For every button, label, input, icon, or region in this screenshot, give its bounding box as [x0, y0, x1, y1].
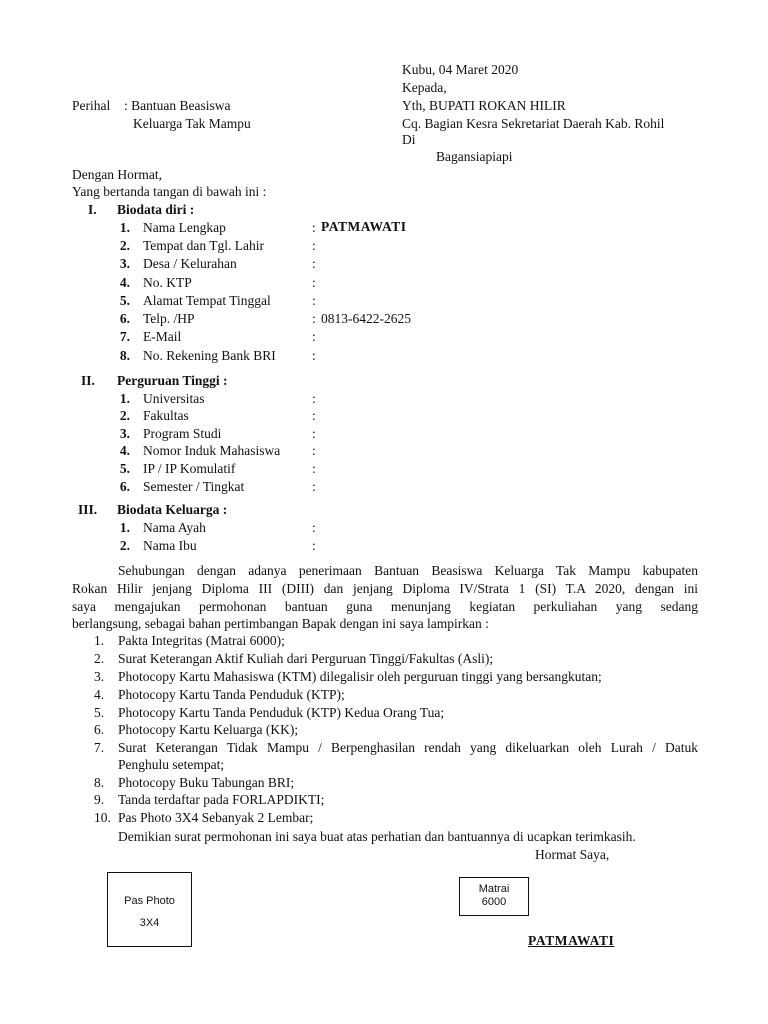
row-label: Nama Ibu — [143, 538, 197, 553]
matrai-label: Matrai — [478, 883, 510, 895]
paragraph-line: berlangsung, sebagai bahan pertimbangan Bapak dengan ini saya lampirkan : — [72, 616, 489, 631]
attachment-number: 8. — [94, 775, 105, 790]
attachment-text: Pakta Integritas (Matrai 6000); — [118, 633, 285, 648]
attachment-text: Photocopy Kartu Tanda Penduduk (KTP); — [118, 687, 345, 702]
section1-roman: I. — [88, 202, 97, 217]
row-number: 8. — [119, 348, 130, 363]
row-number: 6. — [119, 479, 130, 494]
row-label: Nama Lengkap — [143, 220, 226, 235]
attachment-text: Tanda terdaftar pada FORLAPDIKTI; — [118, 792, 325, 807]
row-label: No. KTP — [143, 275, 192, 290]
row-colon: : — [312, 238, 316, 253]
attachment-text: Photocopy Kartu Tanda Penduduk (KTP) Kedua Orang Tua; — [118, 705, 445, 720]
row-label: Nama Ayah — [143, 520, 206, 535]
attachment-number: 10. — [94, 810, 111, 825]
row-number: 1. — [119, 520, 130, 535]
addressee-cq: Cq. Bagian Kesra Sekretariat Daerah Kab. Rohil — [402, 116, 665, 131]
attachment-number: 5. — [94, 705, 105, 720]
row-label: Program Studi — [143, 426, 222, 441]
row-colon: : — [312, 461, 316, 476]
attachment-number: 3. — [94, 669, 105, 684]
addressee-city: Bagansiapiapi — [436, 149, 513, 164]
row-label: No. Rekening Bank BRI — [143, 348, 276, 363]
matrai-value: 6000 — [481, 896, 507, 908]
paragraph-line: saya mengajukan permohonan bantuan guna menunjang kegiatan perkuliahan yang sedang — [72, 599, 698, 614]
attachment-text: Pas Photo 3X4 Sebanyak 2 Lembar; — [118, 810, 314, 825]
attachment-text: Photocopy Kartu Keluarga (KK); — [118, 722, 299, 737]
row-number: 5. — [119, 293, 130, 308]
section2-roman: II. — [81, 373, 95, 388]
row-label: Desa / Kelurahan — [143, 256, 237, 271]
row-colon: : — [312, 275, 316, 290]
row-number: 5. — [119, 461, 130, 476]
row-colon: : — [312, 256, 316, 271]
closing-regards: Hormat Saya, — [535, 847, 610, 862]
row-label: Universitas — [143, 391, 205, 406]
row-number: 3. — [119, 426, 130, 441]
section3-title: Biodata Keluarga : — [117, 502, 228, 517]
salutation: Dengan Hormat, — [72, 167, 162, 182]
addressee-di: Di — [402, 132, 416, 147]
addressee-recipient: Yth, BUPATI ROKAN HILIR — [402, 98, 566, 113]
row-colon: : — [312, 391, 316, 406]
photo-box-size: 3X4 — [139, 917, 160, 929]
perihal-line1: : Bantuan Beasiswa — [124, 98, 231, 113]
attachment-number: 6. — [94, 722, 105, 737]
attachment-text: Photocopy Buku Tabungan BRI; — [118, 775, 295, 790]
row-number: 1. — [119, 391, 130, 406]
row-number: 7. — [119, 329, 130, 344]
row-colon: : — [312, 348, 316, 363]
attachment-number: 1. — [94, 633, 105, 648]
row-colon: : — [312, 443, 316, 458]
row-label: Semester / Tingkat — [143, 479, 245, 494]
closing-statement: Demikian surat permohonan ini saya buat atas perhatian dan bantuannya di ucapkan terimkasih. — [118, 829, 636, 844]
row-label: Alamat Tempat Tinggal — [143, 293, 271, 308]
matrai-box — [459, 877, 529, 916]
signer-name: PATMAWATI — [528, 933, 615, 948]
attachment-text-continued: Penghulu setempat; — [118, 757, 225, 772]
row-number: 4. — [119, 443, 130, 458]
row-label: Nomor Induk Mahasiswa — [143, 443, 281, 458]
row-colon: : — [312, 329, 316, 344]
row-number: 1. — [119, 220, 130, 235]
row-colon: : — [312, 520, 316, 535]
section1-title: Biodata diri : — [117, 202, 195, 217]
paragraph-line: Rokan Hilir jenjang Diploma III (DIII) dan jenjang Diploma IV/Strata 1 (SI) T.A 2020, dengan ini — [72, 581, 698, 596]
row-colon: : — [312, 311, 316, 326]
row-label: Fakultas — [143, 408, 189, 423]
letter-date: Kubu, 04 Maret 2020 — [402, 62, 519, 77]
row-number: 6. — [119, 311, 130, 326]
row-number: 3. — [119, 256, 130, 271]
row-label: IP / IP Komulatif — [143, 461, 236, 476]
row-colon: : — [312, 426, 316, 441]
row-colon: : — [312, 479, 316, 494]
row-colon: : — [312, 408, 316, 423]
addressee-kepada: Kepada, — [402, 80, 447, 95]
attachment-number: 4. — [94, 687, 105, 702]
paragraph-line: Sehubungan dengan adanya penerimaan Bantuan Beasiswa Keluarga Tak Mampu kabupaten — [118, 563, 698, 578]
attachment-number: 9. — [94, 792, 105, 807]
pas-photo-box — [107, 872, 192, 947]
perihal-label: Perihal — [72, 98, 111, 113]
perihal-line2: Keluarga Tak Mampu — [133, 116, 251, 131]
attachment-text: Photocopy Kartu Mahasiswa (KTM) dilegalisir oleh perguruan tinggi yang bersangkutan; — [118, 669, 602, 684]
row-label: Tempat dan Tgl. Lahir — [143, 238, 265, 253]
section2-title: Perguruan Tinggi : — [117, 373, 228, 388]
attachment-number: 7. — [94, 740, 105, 755]
row-colon: : — [312, 538, 316, 553]
phone-value: 0813-6422-2625 — [321, 311, 411, 326]
full-name-value: PATMAWATI — [321, 219, 407, 234]
row-number: 4. — [119, 275, 130, 290]
row-number: 2. — [119, 238, 130, 253]
row-colon: : — [312, 220, 316, 235]
row-label: E-Mail — [143, 329, 182, 344]
attachment-text: Surat Keterangan Aktif Kuliah dari Perguruan Tinggi/Fakultas (Asli); — [118, 651, 494, 666]
row-colon: : — [312, 293, 316, 308]
row-number: 2. — [119, 538, 130, 553]
attachment-number: 2. — [94, 651, 105, 666]
section3-roman: III. — [78, 502, 98, 517]
row-number: 2. — [119, 408, 130, 423]
intro-line: Yang bertanda tangan di bawah ini : — [72, 184, 267, 199]
photo-box-label: Pas Photo — [124, 895, 175, 907]
row-label: Telp. /HP — [143, 311, 195, 326]
attachment-text: Surat Keterangan Tidak Mampu / Berpenghasilan rendah yang dikeluarkan oleh Lurah / Datuk — [118, 740, 698, 755]
